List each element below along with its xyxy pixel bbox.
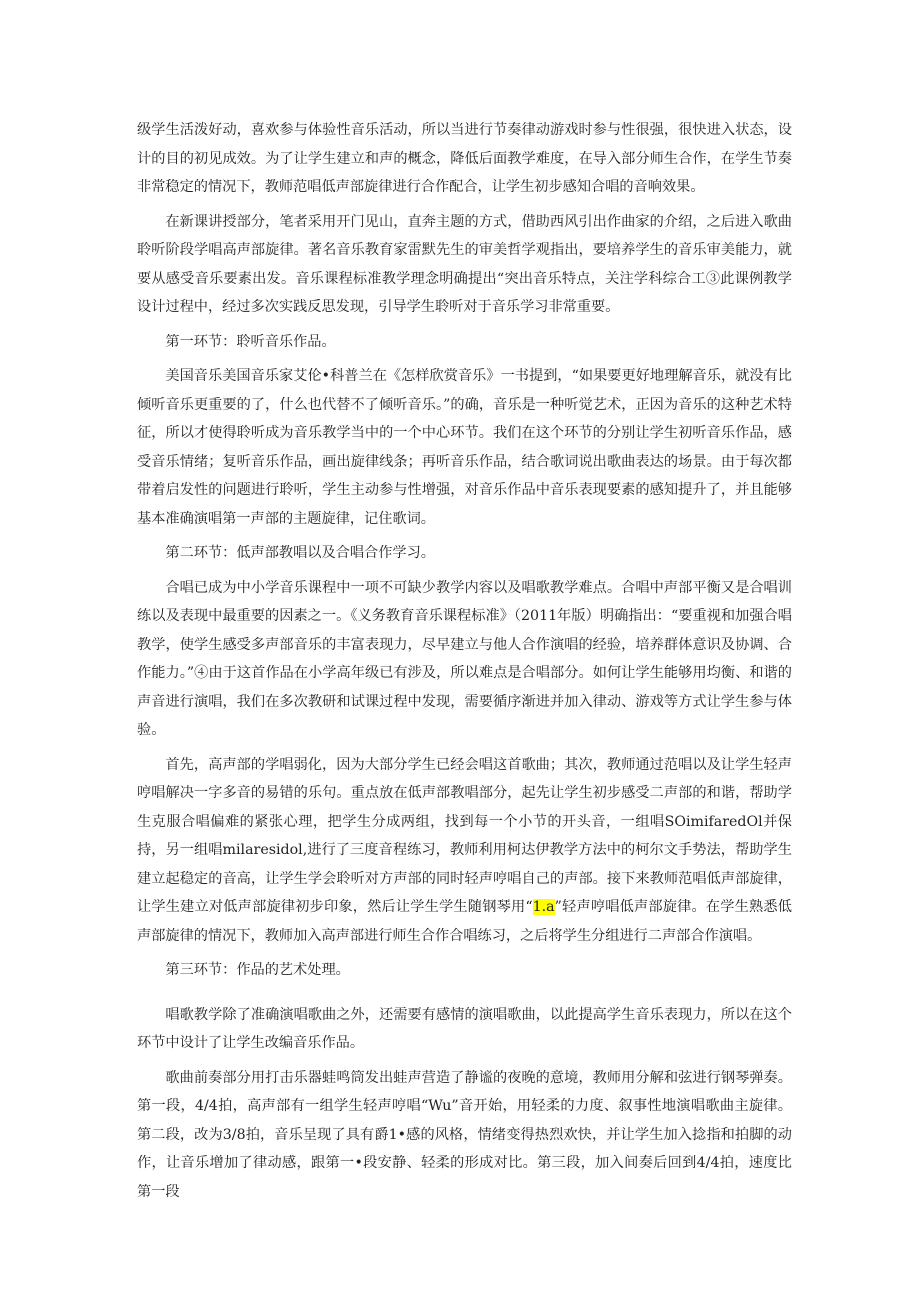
paragraph-choir-importance: 合唱已成为中小学音乐课程中一项不可缺少教学内容以及唱歌教学难点。合唱中声部平衡又是合唱训练以及表现中最重要的因素之一。《义务教育音乐课程标准》（2011年版）明确指出：“要重视和加强合唱教学，使学生感受多声部音乐的丰富表现力，尽早建立与他人合作演唱的经验，培养群体意识及协调、合作能力。”④由于这首作品在小学高年级已有涉及，所以难点是合唱部分。如何让学生能够用均衡、和谐的声音进行演唱，我们在多次教研和试课过程中发现，需要循序渐进并加入律动、游戏等方式让学生参与体验。 bbox=[137, 579, 792, 738]
section-heading-step-3: 第三环节：作品的艺术处理。 bbox=[165, 962, 350, 978]
paragraph-text-after-highlight: ”轻声哼唱低声部旋律。在学生熟悉低声部旋律的情况下，教师加入高声部进行师生合作合唱练习，之后将学生分组进行二声部合作演唱。 bbox=[137, 899, 792, 944]
paragraph-intro-continuation: 级学生活泼好动，喜欢参与体验性音乐活动，所以当进行节奏律动游戏时参与性很强，很快进入状态，设计的目的初见成效。为了让学生建立和声的概念，降低后面教学难度，在导入部分师生合作，在学生节奏非常稳定的情况下，教师范唱低声部旋律进行合作配合，让学生初步感知合唱的音响效果。 bbox=[137, 122, 792, 195]
highlighted-text: 1.a bbox=[532, 899, 555, 915]
paragraph-new-lesson: 在新课讲授部分，笔者采用开门见山，直奔主题的方式，借助西风引出作曲家的介绍，之后进入歌曲聆听阶段学唱高声部旋律。著名音乐教育家雷默先生的审美哲学观指出，要培养学生的音乐审美能力，就要从感受音乐要素出发。音乐课程标准教学理念明确提出“突出音乐特点，关注学科综合工③此课例教学设计过程中，经过多次实践反思发现，引导学生聆听对于音乐学习非常重要。 bbox=[137, 213, 792, 315]
document-page bbox=[137, 116, 792, 1212]
paragraph-low-voice-teaching bbox=[137, 751, 792, 951]
paragraph-song-arrangement: 歌曲前奏部分用打击乐器蛙鸣筒发出蛙声营造了静谧的夜晚的意境，教师用分解和弦进行钢琴弹奏。第一段，4/4拍，高声部有一组学生轻声哼唱“Wu”音开始，用轻柔的力度、叙事性地演唱歌曲主旋律。第二段，改为3/8拍，音乐呈现了具有爵1•感的风格，情绪变得热烈欢快，并让学生加入捻指和拍脚的动作，让音乐增加了律动感，跟第一•段安静、轻柔的形成对比。第三段，加入间奏后回到4/4拍，速度比第一段 bbox=[137, 1069, 792, 1200]
paragraph-text-before-highlight: 首先，高声部的学唱弱化，因为大部分学生已经会唱这首歌曲；其次，教师通过范唱以及让学生轻声哼唱解决一字多音的易错的乐句。重点放在低声部教唱部分，起先让学生初步感受二声部的和谐，帮助学生克服合唱偏难的紧张心理，把学生分成两组，找到每一个小节的开头音，一组唱SOimifaredOl并保持，另一组唱milaresidol,进行了三度音程练习，教师利用柯达伊教学方法中的柯尔文手势法，帮助学生建立起稳定的音高，让学生学会聆听对方声部的同时轻声哼唱自己的声部。接下来教师范唱低声部旋律，让学生建立对低声部旋律初步印象，然后让学生学生随钢琴用“ bbox=[137, 756, 792, 915]
section-heading-step-1: 第一环节：聆听音乐作品。 bbox=[165, 333, 336, 350]
paragraph-artistic-processing: 唱歌教学除了准确演唱歌曲之外，还需要有感情的演唱歌曲，以此提高学生音乐表现力，所以在这个环节中设计了让学生改编音乐作品。 bbox=[137, 1006, 792, 1051]
paragraph-listening: 美国音乐美国音乐家艾伦•科普兰在《怎样欣赏音乐》一书提到，“如果要更好地理解音乐，就没有比倾听音乐更重要的了，什么也代替不了倾听音乐。”的确，音乐是一种听觉艺术，正因为音乐的这种艺术特征，所以才使得聆听成为音乐教学当中的一个中心环节。我们在这个环节的分别让学生初听音乐作品，感受音乐情绪；复听音乐作品，画出旋律线条；再听音乐作品，结合歌词说出歌曲表达的场景。由于每次都带着启发性的问题进行聆听，学生主动参与性增强，对音乐作品中音乐表现要素的感知提升了，并且能够基本准确演唱第一声部的主题旋律，记住歌词。 bbox=[137, 368, 792, 527]
section-heading-step-2: 第二环节：低声部教唱以及合唱合作学习。 bbox=[165, 545, 435, 561]
